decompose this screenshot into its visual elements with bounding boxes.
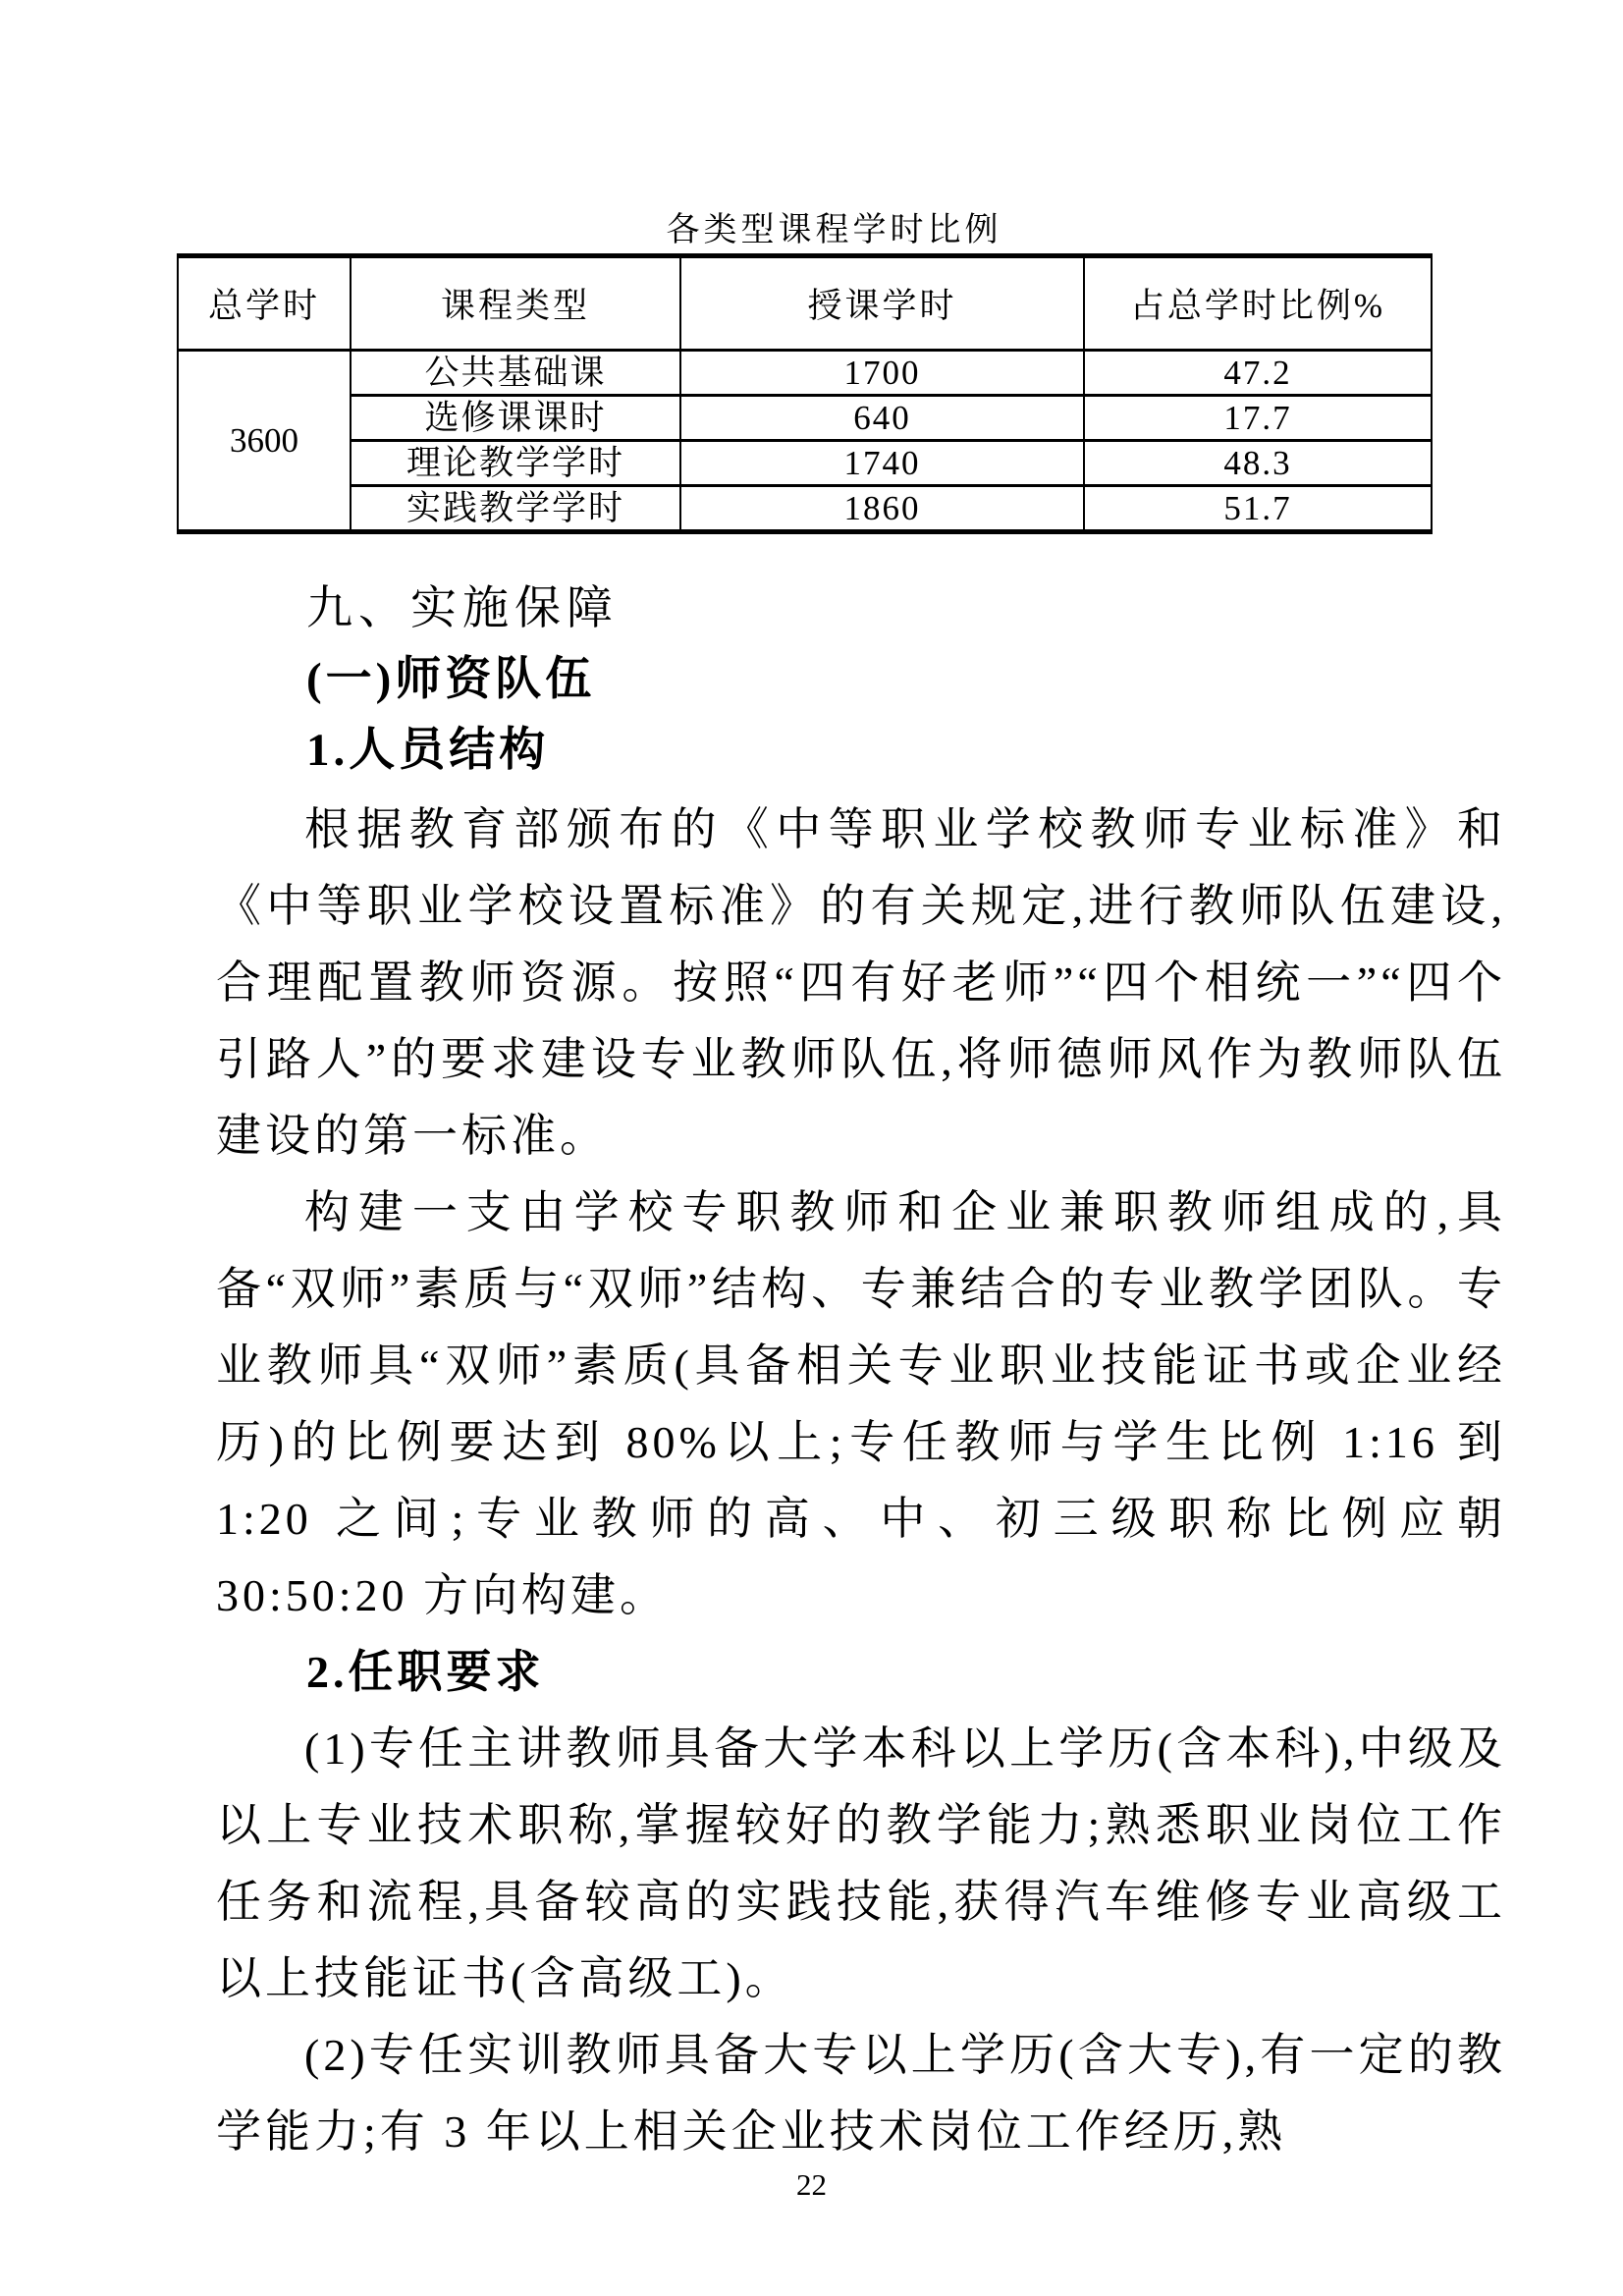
subsection-heading-job-requirements: 2.任职要求 (306, 1647, 545, 1697)
hours-cell: 640 (680, 396, 1084, 441)
course-hours-table (177, 253, 1433, 534)
course-type-cell: 公共基础课 (351, 351, 680, 396)
page-number: 22 (796, 2167, 827, 2202)
percent-cell: 51.7 (1084, 486, 1432, 532)
table-header-row (178, 256, 1432, 351)
table-row (178, 486, 1432, 532)
subsection-heading-personnel-structure: 1.人员结构 (306, 725, 550, 776)
paragraph-job-requirements-1: (1)专任主讲教师具备大学本科以上学历(含本科),中级及以上专业技术职称,掌握较好的教学能力;熟悉职业岗位工作任务和流程,具备较高的实践技能,获得汽车维修专业高级工以上技能证书(含高级工)。 (216, 1723, 1506, 2003)
paragraph-personnel-structure-1: 根据教育部颁布的《中等职业学校教师专业标准》和《中等职业学校设置标准》的有关规定,进行教师队伍建设,合理配置教师资源。按照“四有好老师”“四个相统一”“四个引路人”的要求建设专业教师队伍,将师德师风作为教师队伍建设的第一标准。 (216, 804, 1506, 1161)
subsection-heading-teaching-staff: (一)师资队伍 (306, 654, 596, 705)
percent-cell: 17.7 (1084, 396, 1432, 441)
paragraph-job-requirements-2: (2)专任实训教师具备大专以上学历(含大专),有一定的教学能力;有 3 年以上相关企业技术岗位工作经历,熟 (216, 2030, 1506, 2157)
table-row (178, 351, 1432, 396)
paragraph-personnel-structure-2: 构建一支由学校专职教师和企业兼职教师组成的,具备“双师”素质与“双师”结构、专兼结合的专业教学团队。专业教师具“双师”素质(具备相关专业职业技能证书或企业经历)的比例要达到 80%以上;专任教师与学生比例 1:16 到 1:20 之间;专业教师的高、中、初三级职称比例应朝 30:50:20 方向构建。 (216, 1187, 1506, 1620)
header-teaching-hours: 授课学时 (680, 256, 1084, 351)
table-caption: 各类型课程学时比例 (666, 212, 1002, 248)
hours-cell: 1700 (680, 351, 1084, 396)
percent-cell: 48.3 (1084, 441, 1432, 486)
course-type-cell: 选修课课时 (351, 396, 680, 441)
table-row (178, 441, 1432, 486)
table-row (178, 396, 1432, 441)
hours-cell: 1860 (680, 486, 1084, 532)
section-heading-implementation-guarantee: 九、实施保障 (306, 583, 619, 634)
header-total-hours: 总学时 (178, 256, 351, 351)
course-type-cell: 理论教学学时 (351, 441, 680, 486)
course-type-cell: 实践教学学时 (351, 486, 680, 532)
hours-cell: 1740 (680, 441, 1084, 486)
header-course-type: 课程类型 (351, 256, 680, 351)
total-hours-cell: 3600 (178, 351, 351, 532)
percent-cell: 47.2 (1084, 351, 1432, 396)
header-percent: 占总学时比例% (1084, 256, 1432, 351)
